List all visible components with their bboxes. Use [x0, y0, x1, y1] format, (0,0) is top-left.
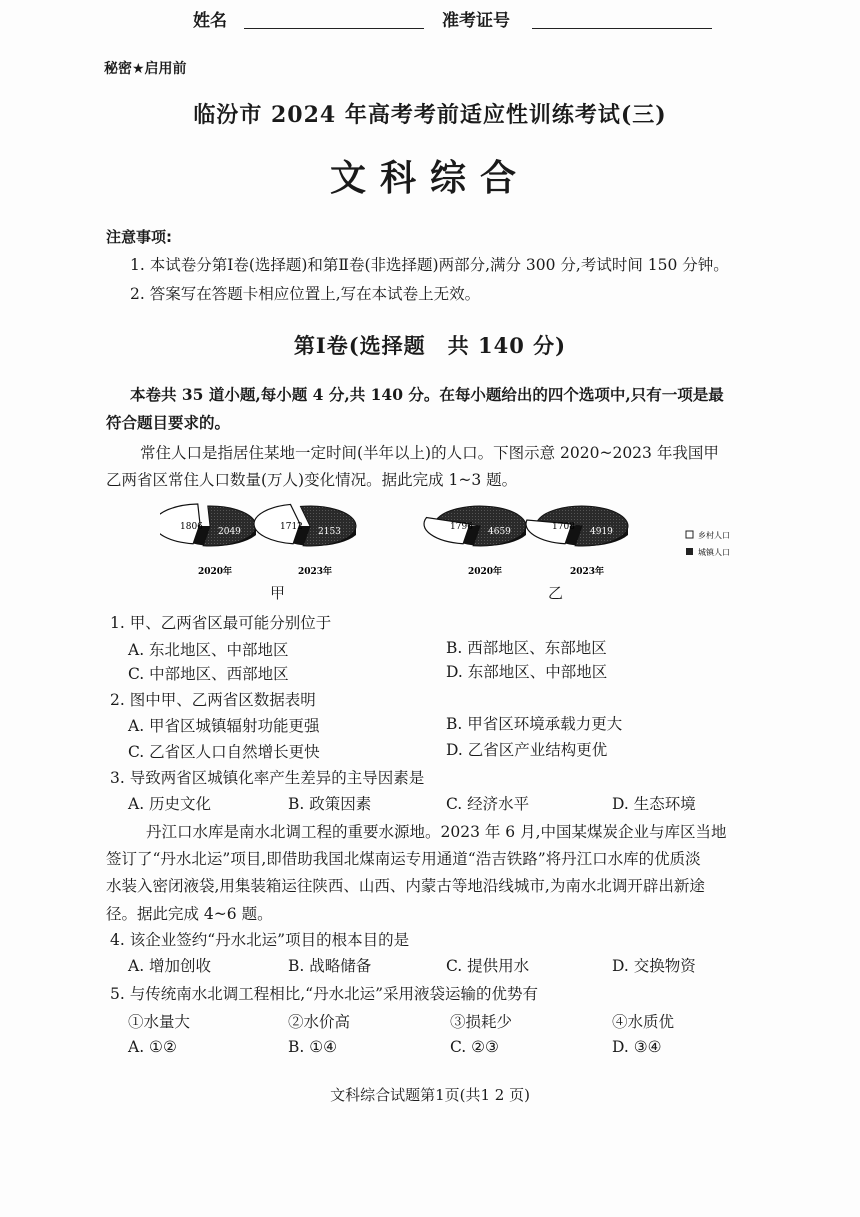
exam-title: 临汾市 2024 年高考考前适应性训练考试(三) [193, 102, 667, 128]
material-2-line-4: 径。据此完成 4~6 题。 [106, 905, 273, 923]
rural-value-label: 1708 [552, 522, 575, 532]
figure-caption-jia: 甲 [270, 584, 286, 602]
name-blank[interactable] [244, 28, 424, 29]
material-1-line-2: 乙两省区常住人口数量(万人)变化情况。据此完成 1~3 题。 [106, 471, 518, 489]
material-2-line-3: 水装入密闭液袋,用集装箱运往陕西、山西、内蒙古等地沿线城市,为南水北调开辟出新途 [106, 877, 705, 895]
material-2-line-2: 签订了“丹水北运”项目,即借助我国北煤南运专用通道“浩吉铁路”将丹江口水库的优质淡 [106, 850, 701, 868]
confidential-mark: 秘密★启用前 [104, 61, 187, 77]
question-5-option-c[interactable]: C. ②③ [450, 1038, 499, 1056]
question-5-option-a[interactable]: A. ①② [128, 1038, 177, 1056]
pie-chart-2 [254, 504, 356, 577]
pie-year-label: 2023年 [570, 567, 605, 577]
notice-heading: 注意事项: [106, 228, 172, 246]
notice-item-1: 1. 本试卷分第Ⅰ卷(选择题)和第Ⅱ卷(非选择题)两部分,满分 300 分,考试时间 150 分钟。 [130, 256, 729, 274]
pie-chart-1 [160, 504, 256, 577]
urban-value-label: 4659 [488, 527, 511, 537]
urban-value-label: 2049 [218, 527, 241, 537]
question-5-statement-3: ③损耗少 [450, 1013, 513, 1031]
pie-chart-4 [526, 506, 628, 577]
question-1-option-b[interactable]: B. 西部地区、东部地区 [446, 639, 607, 657]
pie-year-label: 2020年 [198, 567, 233, 577]
question-4-option-c[interactable]: C. 提供用水 [446, 957, 530, 975]
question-1-option-d[interactable]: D. 东部地区、中部地区 [446, 663, 608, 681]
name-label: 姓名 [193, 11, 227, 31]
pie-year-label: 2023年 [298, 567, 333, 577]
exam-id-blank[interactable] [532, 28, 712, 29]
question-5-stem: 5. 与传统南水北调工程相比,“丹水北运”采用液袋运输的优势有 [110, 985, 538, 1003]
legend-rural-swatch [686, 531, 693, 538]
pie-year-label: 2020年 [468, 567, 503, 577]
question-3-stem: 3. 导致两省区城镇化率产生差异的主导因素是 [110, 769, 425, 787]
question-3-option-c[interactable]: C. 经济水平 [446, 795, 530, 813]
question-4-stem: 4. 该企业签约“丹水北运”项目的根本目的是 [110, 931, 410, 949]
figure-caption-yi: 乙 [548, 584, 564, 602]
material-2-line-1: 丹江口水库是南水北调工程的重要水源地。2023 年 6 月,中国某煤炭企业与库区当地 [146, 823, 727, 841]
urban-slice [203, 506, 256, 546]
legend-urban-label: 城镇人口 [698, 548, 730, 557]
question-1-option-a[interactable]: A. 东北地区、中部地区 [128, 641, 289, 659]
urban-value-label: 2153 [318, 527, 341, 537]
material-1-line-1: 常住人口是指居住某地一定时间(半年以上)的人口。下图示意 2020~2023 年我国甲 [140, 444, 719, 462]
question-2-option-c[interactable]: C. 乙省区人口自然增长更快 [128, 743, 320, 761]
question-5-option-d[interactable]: D. ③④ [612, 1038, 662, 1056]
rural-value-label: 1712 [280, 522, 303, 532]
question-5-statement-1: ①水量大 [128, 1013, 191, 1031]
question-2-option-d[interactable]: D. 乙省区产业结构更优 [446, 741, 608, 759]
exam-id-label: 准考证号 [442, 11, 510, 31]
question-4-option-b[interactable]: B. 战略储备 [288, 957, 372, 975]
question-4-option-a[interactable]: A. 增加创收 [128, 957, 212, 975]
pie-chart-3 [424, 506, 526, 577]
question-5-statement-4: ④水质优 [612, 1013, 675, 1031]
question-3-option-d[interactable]: D. 生态环境 [612, 795, 696, 813]
section-title: 第Ⅰ卷(选择题 共 140 分) [293, 333, 567, 358]
legend-rural-label: 乡村人口 [698, 531, 730, 540]
legend-urban-swatch [686, 548, 693, 555]
section-intro-line-1: 本卷共 35 道小题,每小题 4 分,共 140 分。在每小题给出的四个选项中,只有一项是最 [130, 385, 724, 404]
question-2-option-b[interactable]: B. 甲省区环境承载力更大 [446, 715, 623, 733]
subject-title: 文科综合 [329, 158, 530, 199]
notice-item-2: 2. 答案写在答题卡相应位置上,写在本试卷上无效。 [130, 285, 481, 303]
page-footer: 文科综合试题第1页(共1 2 页) [330, 1086, 530, 1104]
population-pie-charts [160, 498, 780, 578]
question-1-stem: 1. 甲、乙两省区最可能分别位于 [110, 614, 332, 632]
question-5-statement-2: ②水价高 [288, 1013, 351, 1031]
rural-value-label: 1796 [450, 522, 473, 532]
question-1-option-c[interactable]: C. 中部地区、西部地区 [128, 665, 289, 683]
question-2-stem: 2. 图中甲、乙两省区数据表明 [110, 691, 316, 709]
question-2-option-a[interactable]: A. 甲省区城镇辐射功能更强 [128, 717, 320, 735]
chart-legend [686, 530, 730, 557]
question-4-option-d[interactable]: D. 交换物资 [612, 957, 696, 975]
section-intro-line-2: 符合题目要求的。 [106, 413, 231, 432]
urban-value-label: 4919 [590, 527, 613, 537]
rural-value-label: 1806 [180, 522, 203, 532]
question-5-option-b[interactable]: B. ①④ [288, 1038, 338, 1056]
question-3-option-a[interactable]: A. 历史文化 [128, 795, 212, 813]
question-3-option-b[interactable]: B. 政策因素 [288, 795, 372, 813]
